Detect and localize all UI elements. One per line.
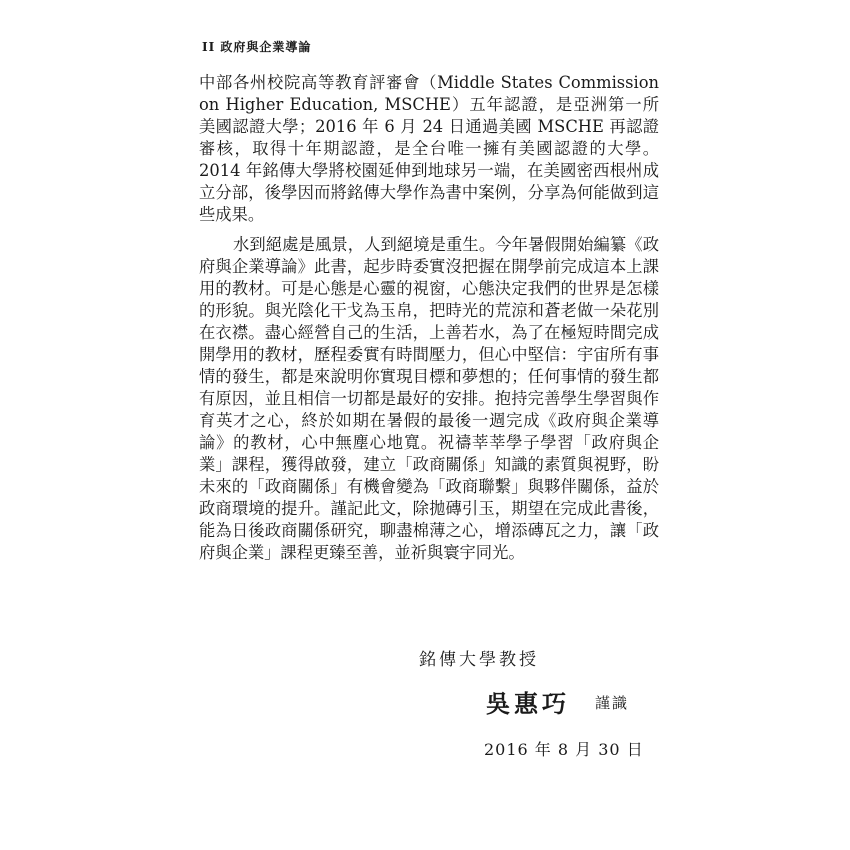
paragraph-reflection: 水到絕處是風景，人到絕境是重生。今年暑假開始編纂《政府與企業導論》此書，起步時委實沒把握在開學前完成這本上課用的教材。可是心態是心靈的視窗，心態決定我們的世界是怎樣的形貌。與光陰化干戈為玉帛，把時光的荒涼和蒼老做一朵花別在衣襟。盡心經營自己的生活，上善若水，為了在極短時間完成開學用的教材，歷程委實有時間壓力，但心中堅信：宇宙所有事情的發生，都是來說明你實現目標和夢想的；任何事情的發生都有原因，並且相信一切都是最好的安排。抱持完善學生學習與作育英才之心，終於如期在暑假的最後一週完成《政府與企業導論》的教材，心中無塵心地寬。祝禱莘莘學子學習「政府與企業」課程，獲得啟發，建立「政商關係」知識的素質與視野，盼未來的「政商關係」有機會變為「政商聯繫」與夥伴關係，益於政商環境的提升。謹記此文，除拋磚引玉，期望在完成此書後，能為日後政商關係研究，聊盡棉薄之心，增添磚瓦之力，讓「政府與企業」課程更臻至善，並祈與寰宇同光。	[199, 235, 659, 562]
signature-suffix: 謹識	[595, 694, 630, 712]
paragraph-accreditation: 中部各州校院高等教育評審會（Middle States Commission on Higher Education, MSCHE）五年認證，是亞洲第一所美國認證大學；2016 年 6 月 24 日通過美國 MSCHE 再認證審核，取得十年期認證，是全台唯一擁有美國認證的大學。2014 年銘傳大學將校園延伸到地球另一端，在美國密西根州成立分部，後學因而將銘傳大學作為書中案例，分享為何能做到這些成果。	[199, 73, 659, 224]
preface-body	[199, 72, 659, 564]
signature-name: 吳惠巧	[486, 689, 570, 718]
running-header: II 政府與企業導論	[202, 40, 312, 54]
signature-title: 銘傳大學教授	[419, 650, 539, 670]
signature-date: 2016 年 8 月 30 日	[484, 740, 644, 759]
